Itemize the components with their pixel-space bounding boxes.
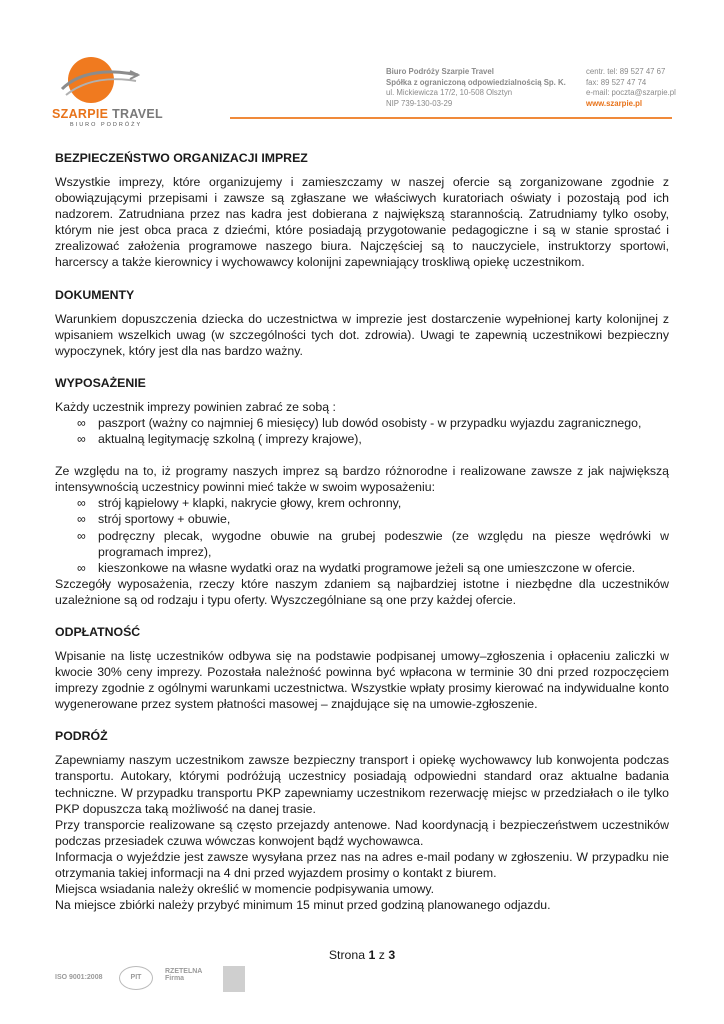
section-text-payment: Wpisanie na listę uczestników odbywa się na podstawie podpisanej umowy–zgłoszenia i opłaceniu zaliczki w kwocie 30% ceny imprezy. Pozostała należność powinna być wpłacona w terminie 30 dni przed rozpoczęciem imprezy zgodnie z ogólnymi warunkami uczestnictwa. Wszystkie wpłaty prosimy kierować na indywidualne konto wygenerowane przez system płatności masowej – znajdujące się na umowie-zgłoszenie. [55, 648, 669, 712]
logo-subtitle: BIURO PODRÓŻY [70, 122, 143, 128]
logo-swoosh-icon [60, 61, 140, 101]
contact-website[interactable]: www.szarpie.pl [586, 98, 643, 108]
list-item: ∞ strój sportowy + obuwie, [77, 512, 231, 527]
section-text-documents: Warunkiem dopuszczenia dziecka do uczestnictwa w imprezie jest dostarczenie wypełnionej karty kolonijnej z wpisaniem wszelkich uwag (w szczególności tych dot. zdrowia). Uwagi te zapewnią uczestnikowi bezpieczny wypoczynek, który jest dla nas bardzo ważny. [55, 311, 669, 358]
equipment-intro: Każdy uczestnik imprezy powinien zabrać ze sobą : [55, 399, 336, 414]
membership-logo-icon [223, 966, 245, 992]
certification-badges [55, 964, 275, 994]
list-item: ∞ strój kąpielowy + klapki, nakrycie głowy, krem ochronny, [77, 496, 402, 511]
section-title-safety: BEZPIECZEŃSTWO ORGANIZACJI IMPREZ [55, 151, 308, 165]
equipment-details: Szczegóły wyposażenia, rzeczy które naszym zdaniem są najbardziej istotne i niezbędne dla uczestników uzależnione są od rodzaju i typu oferty. Wyszczególniane są one przy każdej ofercie. [55, 576, 669, 607]
bullet-icon: ∞ [77, 512, 86, 527]
document-body [55, 150, 669, 913]
section-title-payment: ODPŁATNOŚĆ [55, 624, 141, 639]
company-info [386, 67, 566, 109]
list-item: ∞ paszport (ważny co najmniej 6 miesięcy) lub dowód osobisty - w przypadku wyjazdu zagranicznego, [77, 415, 642, 430]
travel-text-5: Na miejsce zbiórki należy przybyć minimum 15 minut przed godziną planowanego odjazdu. [55, 898, 551, 913]
contact-phone: centr. tel: 89 527 47 67 [586, 67, 666, 76]
contact-info [586, 67, 676, 109]
bullet-icon: ∞ [77, 432, 86, 447]
travel-text-2: Przy transporcie realizowane są często przejazdy antenowe. Nad koordynacją i bezpieczeństwem uczestników podczas przesiadek czuwa wówczas konwojent bądź wychowawca. [55, 817, 669, 848]
bullet-icon: ∞ [77, 415, 86, 430]
page-number: Strona 1 z 3 [328, 948, 396, 962]
section-text-safety: Wszystkie imprezy, które organizujemy i zamieszczamy w naszej ofercie są zorganizowane zgodnie z obowiązującymi przepisami i zawsze są zgłaszane we właściwych kuratoriach oświaty i pozostają pod ich nadzorem. Zatrudniana przez nas kadra jest dobierana z największą starannością. Zatrudniamy tylko osoby, którym nie jest obca praca z dziećmi, które posiadają przygotowanie pedagogiczne i są w stanie sprostać i zrealizować założenia programowe naszego biura. Najczęściej są to nauczyciele, instruktorzy sportowi, harcerscy a także kierownicy i wychowawcy kolonijni zapewniający troskliwą opiekę uczestnikom. [55, 175, 669, 270]
company-logo [50, 55, 163, 130]
travel-text-1: Zapewniamy naszym uczestnikom zawsze bezpieczny transport i opiekę wychowawcy lub konwojenta podczas transportu. Autokary, którymi podróżują uczestnicy posiadają odpowiedni standard oraz aktualne badania techniczne. W przypadku transportu PKP zapewniamy uczestnikom rezerwację miejsc w przedziałach o ile tylko PKP dopuszcza taką możliwość na danej trasie. [55, 753, 669, 816]
contact-fax: fax: 89 527 47 74 [586, 77, 647, 87]
page-header [0, 0, 724, 130]
bullet-icon: ∞ [77, 528, 86, 543]
company-nip: NIP 739-130-03-29 [386, 98, 453, 108]
header-rule [230, 117, 672, 119]
contact-email[interactable]: e-mail: poczta@szarpie.pl [586, 88, 676, 97]
section-title-documents: DOKUMENTY [55, 287, 135, 302]
bullet-icon: ∞ [77, 496, 86, 511]
rzetelna-firma-badge: RZETELNA Firma [165, 968, 203, 982]
iso-badge: ISO 9001:2008 [55, 974, 103, 981]
section-title-travel: PODRÓŻ [55, 729, 108, 744]
company-name: Biuro Podróży Szarpie Travel [386, 67, 494, 76]
list-item: ∞ kieszonkowe na własne wydatki oraz na wydatki programowe jeżeli są one umieszczone w ofercie. [77, 560, 636, 575]
equipment-extra-list [55, 495, 669, 575]
section-title-equipment: WYPOSAŻENIE [55, 375, 146, 390]
list-item: ∞ podręczny plecak, wygodne obuwie na grubej podeszwie (ze względu na piesze wędrówki w programach imprez), [77, 528, 669, 559]
company-legal-form: Spółka z ograniczoną odpowiedzialnością Sp. K. [386, 77, 566, 87]
travel-text-4: Miejsca wsiadania należy określić w momencie podpisywania umowy. [55, 882, 435, 897]
travel-text-3: Informacja o wyjeździe jest zawsze wysyłana przez nas na adres e-mail podany w zgłoszeniu. W przypadku nie otrzymania takiej informacji na 4 dni przed wyjazdem prosimy o kontakt z biurem. [55, 849, 669, 880]
equipment-extra-intro: Ze względu na to, iż programy naszych imprez są bardzo różnorodne i realizowane zawsze z jak największą intensywnością uczestnicy powinni mieć także w swoim wyposażeniu: [55, 464, 669, 495]
list-item: ∞ aktualną legitymację szkolną ( imprezy krajowe), [77, 432, 362, 447]
pit-badge: PIT [119, 966, 153, 990]
logo-wordmark: SZARPIE TRAVEL [52, 107, 163, 121]
equipment-required-list [55, 415, 669, 447]
bullet-icon: ∞ [77, 560, 86, 575]
company-address: ul. Mickiewicza 17/2, 10-508 Olsztyn [386, 88, 513, 97]
